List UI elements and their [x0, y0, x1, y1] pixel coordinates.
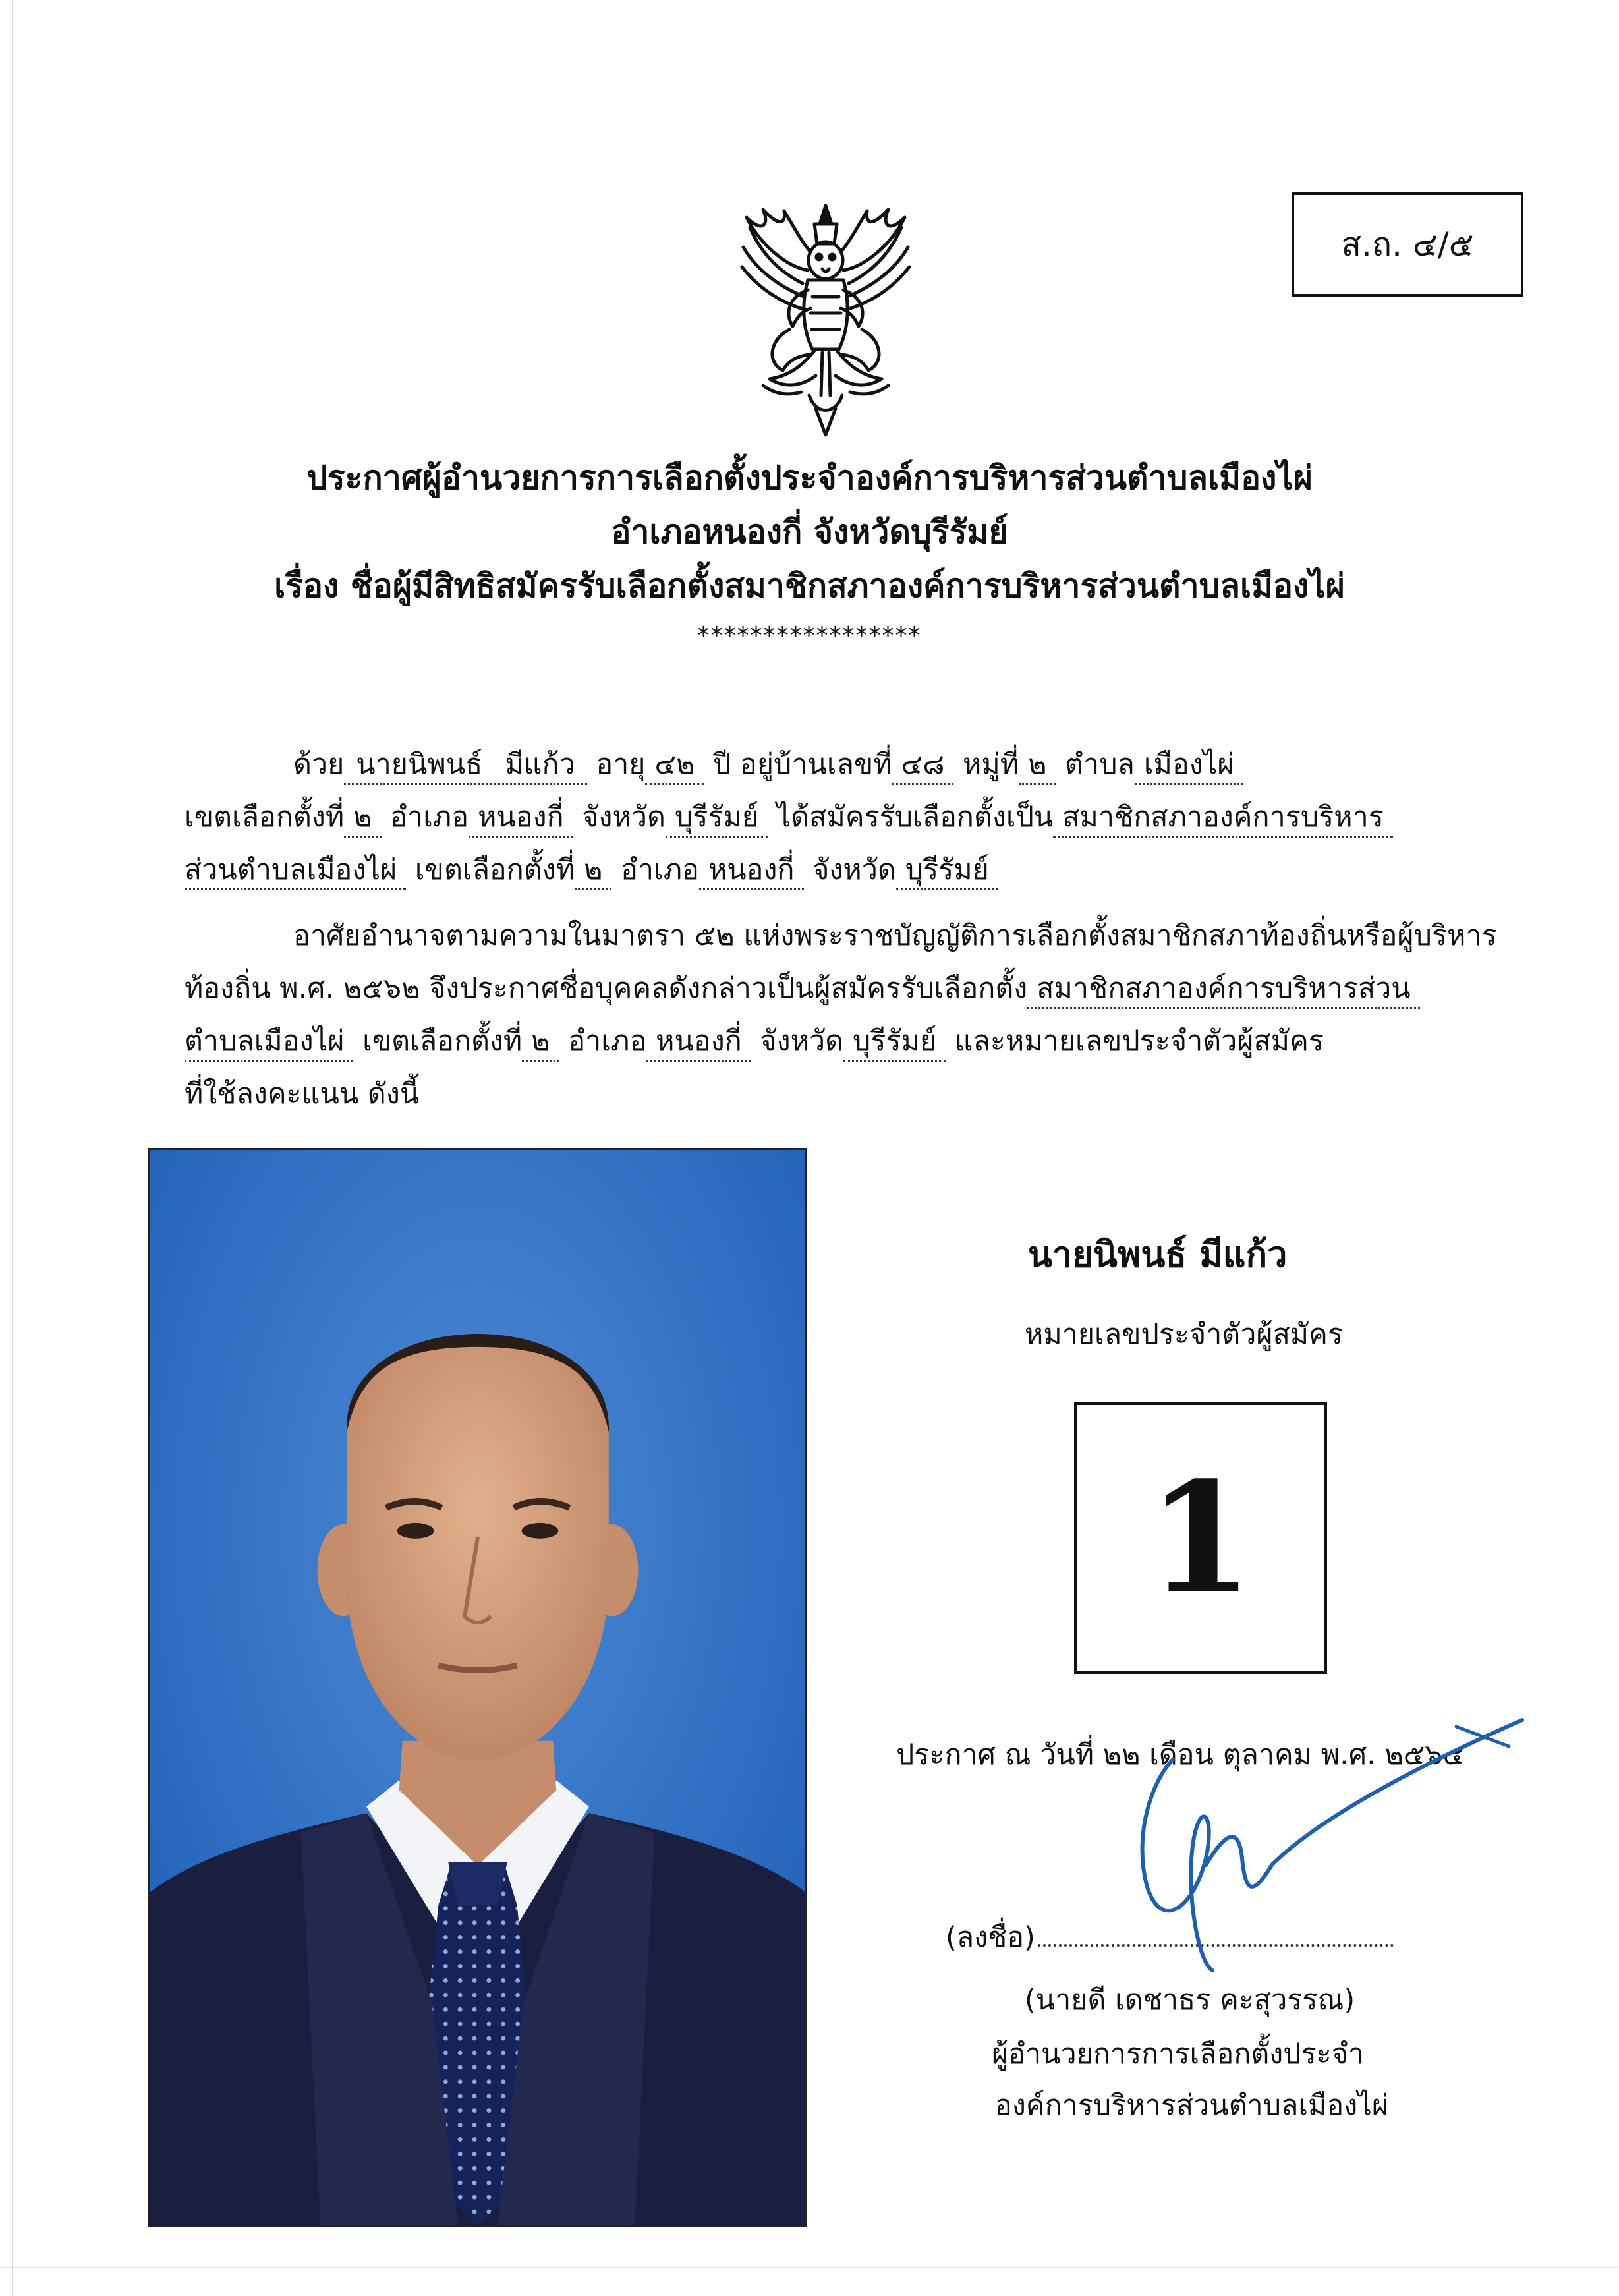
signer-title-line-2: องค์การบริหารส่วนตำบลเมืองไผ่ [995, 2089, 1389, 2122]
label-province-2: จังหวัด [812, 853, 896, 886]
para2-line1: อาศัยอำนาจตามความในมาตรา ๕๒ แห่งพระราชบัญญัติการเลือกตั้งสมาชิกสภาท้องถิ่นหรือผู้บริหาร [293, 919, 1497, 952]
label-province: จังหวัด [582, 801, 666, 834]
label-amphoe-2: อำเภอ [621, 853, 699, 886]
form-code: ส.ถ. ๔/๕ [1341, 225, 1474, 264]
district-number-3: ๒ [522, 1023, 559, 1062]
para1-line3 [185, 850, 998, 890]
candidate-number-label: หมายเลขประจำตัวผู้สมัคร [1025, 1318, 1344, 1351]
label-district-no-2: เขตเลือกตั้งที่ [414, 853, 575, 886]
label-province-3: จังหวัด [760, 1025, 844, 1058]
header-line-1: ประกาศผู้อำนวยการการเลือกตั้งประจำองค์การบริหารส่วนตำบลเมืองไผ่ [306, 459, 1313, 497]
para2-line3-tail: และหมายเลขประจำตัวผู้สมัคร [954, 1025, 1324, 1058]
applied-position-part-b: ส่วนตำบลเมืองไผ่ [185, 851, 406, 890]
applied-position-part-a: สมาชิกสภาองค์การบริหาร [1053, 799, 1393, 838]
header-line-2: อำเภอหนองกี่ จังหวัดบุรีรัมย์ [611, 513, 1008, 551]
para1-line2 [185, 797, 1393, 838]
province-3: บุรีรัมย์ [843, 1023, 946, 1062]
para2-line4: ที่ใช้ลงคะแนน ดังนี้ [185, 1077, 420, 1110]
label-district-no-3: เขตเลือกตั้งที่ [362, 1025, 523, 1058]
label-applied-as: ได้สมัครรับเลือกตั้งเป็น [776, 801, 1054, 834]
label-amphoe-3: อำเภอ [568, 1025, 647, 1058]
signer-name: (นายดี เดชาธร คะสุวรรณ) [1025, 1984, 1355, 2017]
label-by: ด้วย [293, 748, 345, 781]
page-edge-line [12, 0, 13, 2296]
province-2: บุรีรัมย์ [896, 851, 998, 890]
candidate-photo [148, 1148, 807, 2227]
para2-line3 [185, 1021, 1324, 1062]
applicant-surname: มีแก้ว [505, 748, 575, 781]
para2-position-part-b: ตำบลเมืองไผ่ [185, 1023, 353, 1062]
label-years-house: ปี อยู่บ้านเลขที่ [713, 748, 892, 781]
handwritten-signature-icon [1087, 1700, 1542, 1977]
label-tambon: ตำบล [1065, 748, 1135, 781]
applicant-amphoe: หนองกี่ [469, 799, 573, 838]
signer-title-line-1: ผู้อำนวยการการเลือกตั้งประจำ [992, 2038, 1365, 2071]
label-moo: หมู่ที่ [963, 748, 1019, 781]
applicant-moo: ๒ [1019, 746, 1056, 785]
applicant-first-name: นายนิพนธ์ [356, 748, 483, 781]
district-number-2: ๒ [575, 851, 611, 890]
label-district-no: เขตเลือกตั้งที่ [185, 801, 345, 834]
para2-line2 [185, 969, 1420, 1009]
applicant-house-number: ๔๘ [892, 746, 954, 785]
applicant-tambon: เมืองไผ่ [1135, 746, 1243, 785]
garuda-emblem-icon [724, 198, 928, 442]
para1-line1 [293, 745, 1243, 785]
candidate-number: 1 [1147, 1449, 1254, 1627]
candidate-number-box [1074, 1402, 1327, 1674]
label-amphoe: อำเภอ [390, 801, 469, 834]
form-code-box [1292, 192, 1523, 297]
label-age: อายุ [596, 748, 646, 781]
applicant-age: ๔๒ [645, 746, 704, 785]
announcement-date: ประกาศ ณ วันที่ ๒๒ เดือน ตุลาคม พ.ศ. ๒๕๖๔ [896, 1738, 1465, 1771]
para2-line2-text: ท้องถิ่น พ.ศ. ๒๕๖๒ จึงประกาศชื่อบุคคลดังกล่าวเป็นผู้สมัครรับเลือกตั้ง [185, 972, 1028, 1005]
applicant-province: บุรีรัมย์ [666, 799, 768, 838]
signature-label: (ลงชื่อ) [946, 1921, 1035, 1954]
amphoe-3: หนองกี่ [646, 1023, 751, 1062]
candidate-name: นายนิพนธ์ มีแก้ว [1028, 1234, 1288, 1275]
header-stars-divider: ***************** [697, 622, 922, 649]
page-bottom-edge [0, 2267, 1619, 2268]
header-line-3: เรื่อง ชื่อผู้มีสิทธิสมัครรับเลือกตั้งสมาชิกสภาองค์การบริหารส่วนตำบลเมืองไผ่ [274, 567, 1345, 605]
amphoe-2: หนองกี่ [699, 851, 804, 890]
para2-position-part-a: สมาชิกสภาองค์การบริหารส่วน [1027, 970, 1419, 1009]
applicant-district-number: ๒ [344, 799, 381, 838]
